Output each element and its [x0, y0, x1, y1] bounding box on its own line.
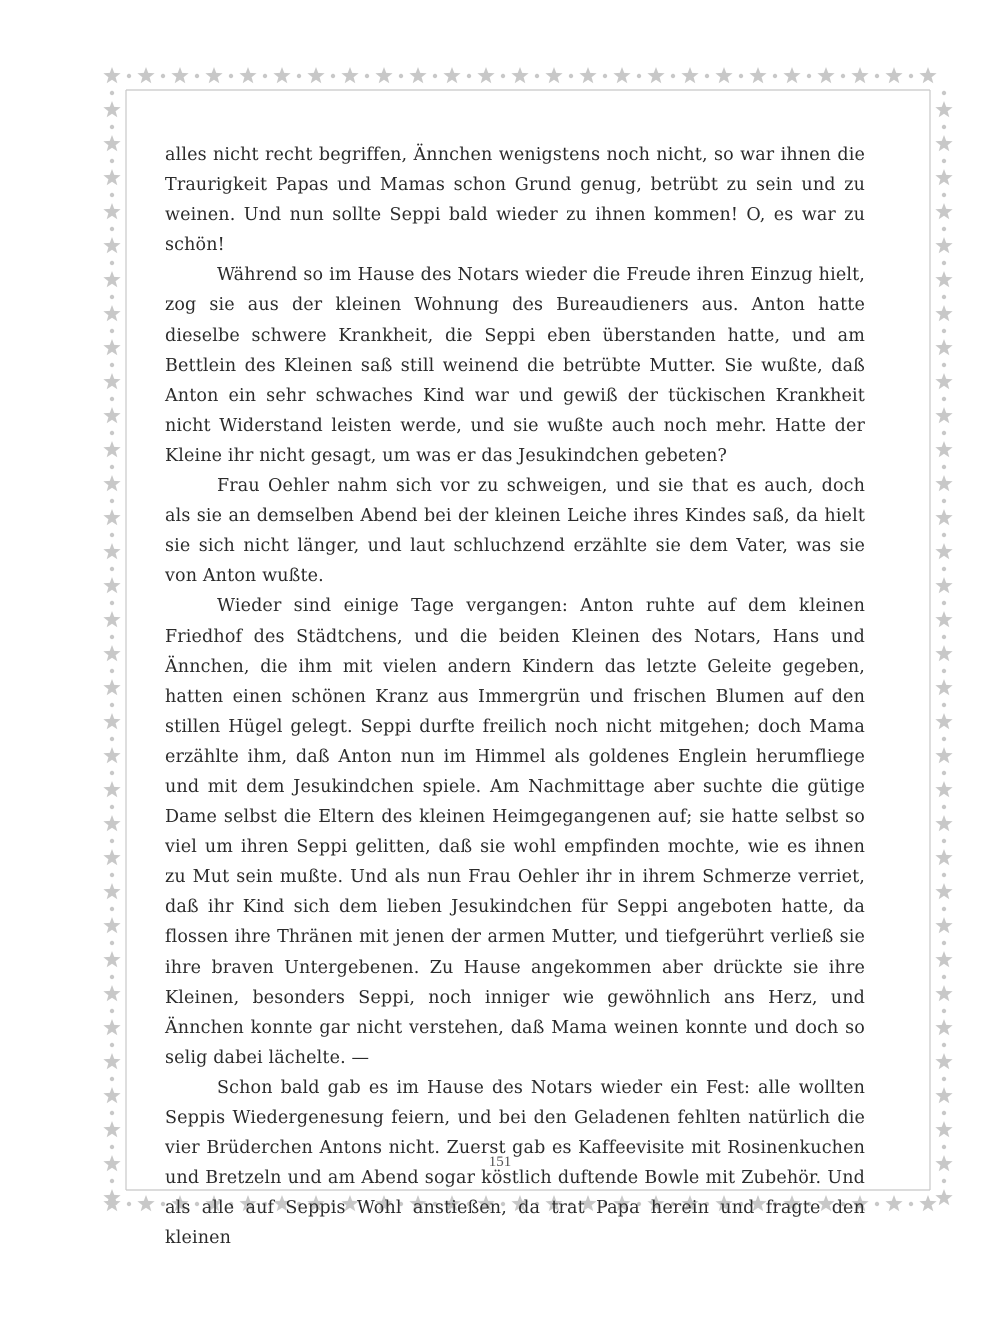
border-star: [935, 169, 952, 185]
border-star: [137, 1195, 154, 1211]
border-dot: [433, 74, 437, 78]
border-dot: [110, 635, 114, 639]
border-dot: [942, 1145, 946, 1149]
border-star: [935, 373, 952, 389]
border-dot: [841, 74, 845, 78]
border-dot: [110, 805, 114, 809]
border-dot: [942, 907, 946, 911]
border-star: [919, 67, 936, 83]
page-number: 151: [488, 1154, 512, 1170]
border-star: [103, 1087, 120, 1103]
border-dot: [909, 74, 913, 78]
border-star: [935, 475, 952, 491]
border-dot: [569, 74, 573, 78]
border-dot: [110, 975, 114, 979]
border-dot: [110, 737, 114, 741]
border-dot: [110, 941, 114, 945]
border-dot: [110, 431, 114, 435]
border-dot: [110, 125, 114, 129]
border-dot: [942, 567, 946, 571]
border-dot: [942, 771, 946, 775]
border-dot: [942, 737, 946, 741]
border-dot: [110, 1009, 114, 1013]
border-star: [103, 951, 120, 967]
border-star: [103, 611, 120, 627]
border-dot: [110, 363, 114, 367]
border-dot: [399, 74, 403, 78]
border-dot: [110, 397, 114, 401]
border-dot: [942, 669, 946, 673]
border-star: [935, 645, 952, 661]
border-star: [935, 1087, 952, 1103]
border-star: [935, 407, 952, 423]
border-dot: [942, 499, 946, 503]
border-star: [103, 475, 120, 491]
border-star: [103, 135, 120, 151]
border-dot: [942, 261, 946, 265]
border-star: [935, 1121, 952, 1137]
paragraph-3: Frau Oehler nahm sich vor zu schweigen, und sie that es auch, doch als sie an demselben Abend bei der kleinen Leiche ihres Kindes saß, da hielt sie sich nicht länger, und laut schluchzend erzählte sie dem Vater, was sie von Anton wußte.: [165, 476, 865, 587]
border-dot: [942, 941, 946, 945]
border-dot: [110, 1043, 114, 1047]
border-star: [103, 67, 120, 83]
border-star: [935, 1189, 952, 1205]
border-dot: [110, 227, 114, 231]
border-star: [103, 101, 120, 117]
border-dot: [110, 873, 114, 877]
border-dot: [909, 1202, 913, 1206]
border-star: [409, 67, 426, 83]
border-dot: [127, 74, 131, 78]
border-star: [935, 101, 952, 117]
border-dot: [331, 74, 335, 78]
border-star: [103, 305, 120, 321]
border-star: [885, 1195, 902, 1211]
body-text: [165, 140, 865, 1253]
border-dot: [942, 601, 946, 605]
border-dot: [773, 74, 777, 78]
border-dot: [603, 74, 607, 78]
border-dot: [875, 1202, 879, 1206]
border-dot: [942, 465, 946, 469]
border-star: [273, 67, 290, 83]
border-star: [103, 441, 120, 457]
border-dot: [942, 1111, 946, 1115]
border-star: [511, 67, 528, 83]
border-dot: [942, 125, 946, 129]
border-star: [579, 67, 596, 83]
border-star: [851, 67, 868, 83]
border-dot: [110, 703, 114, 707]
border-dot: [110, 1145, 114, 1149]
border-dot: [942, 227, 946, 231]
border-dot: [705, 74, 709, 78]
border-dot: [365, 74, 369, 78]
border-star: [935, 305, 952, 321]
border-dot: [942, 1043, 946, 1047]
border-star: [919, 1195, 936, 1211]
border-star: [935, 1053, 952, 1069]
border-dot: [110, 261, 114, 265]
border-star: [171, 67, 188, 83]
border-star: [103, 679, 120, 695]
paragraph-5: Schon bald gab es im Hause des Notars wieder ein Fest: alle wollten Seppis Wiedergenesung feiern, und bei den Geladenen fehlten natürlich die vier Brüderchen Antons nicht. Zuerst gab es Kaffeevisite mit Rosinenkuchen und Bretzeln und am Abend sogar köstlich duftende Bowle mit Zubehör. Und als alle auf Seppis Wohl anstießen, da trat Papa herein und fragte den kleinen: [165, 1077, 865, 1249]
border-star: [715, 67, 732, 83]
border-dot: [110, 839, 114, 843]
border-star: [647, 67, 664, 83]
border-star: [935, 917, 952, 933]
border-dot: [195, 74, 199, 78]
border-star: [307, 67, 324, 83]
border-dot: [110, 329, 114, 333]
border-star: [885, 67, 902, 83]
border-star: [103, 373, 120, 389]
paragraph-2: Während so im Hause des Notars wieder die Freude ihren Einzug hielt, zog sie aus der kleinen Wohnung des Bureaudieners aus. Anton hatte dieselbe schwere Krankheit, die Seppi eben überstanden hatte, und am Bettlein des Kleinen saß still weinend die betrübte Mutter. Sie wußte, daß Anton ein sehr schwaches Kind war und gewiß der tückischen Krankheit nicht Widerstand leisten werde, und sie wußte auch noch mehr. Hatte der Kleine ihr nicht gesagt, um was er das Jesukindchen gebeten?: [165, 265, 865, 466]
border-dot: [263, 74, 267, 78]
border-star: [103, 271, 120, 287]
border-dot: [942, 91, 946, 95]
border-star: [935, 815, 952, 831]
paragraph-4: Wieder sind einige Tage vergangen: Anton ruhte auf dem kleinen Friedhof des Städtchens, und die beiden Kleinen des Notars, Hans und Ännchen, die ihm mit vielen andern Kindern das letzte Geleite gegeben, hatten einen schönen Kranz aus Immergrün und frischen Blumen auf den stillen Hügel gelegt. Seppi durfte freilich noch nicht mitgehen; doch Mama erzählte ihm, daß Anton nun im Himmel als goldenes Englein herumfliege und mit dem Jesukindchen spiele. Am Nachmittage aber suchte die gütige Dame selbst die Eltern des kleinen Heimgegangenen auf; sie hatte selbst so viel um ihren Seppi gelitten, daß sie wohl empfinden mochte, wie es ihnen zu Mut sein mußte. Und als nun Frau Oehler ihr in ihrem Schmerze verriet, daß ihr Kind sich dem lieben Jesukindchen für Seppi angeboten hatte, da flossen ihre Thränen mit jenen der armen Mutter, und tiefgerührt verließ sie ihre braven Untergebenen. Zu Hause angekommen aber drückte sie ihre Kleinen, besonders Seppi, noch inniger wie gewöhnlich ans Herz, und Ännchen konnte gar nicht verstehen, daß Mama weinen konnte und doch so selig dabei lächelte. —: [165, 596, 865, 1068]
border-star: [103, 339, 120, 355]
border-dot: [467, 74, 471, 78]
border-dot: [110, 533, 114, 537]
border-star: [103, 203, 120, 219]
border-dot: [110, 1077, 114, 1081]
border-star: [103, 1053, 120, 1069]
border-star: [935, 747, 952, 763]
border-dot: [942, 431, 946, 435]
border-dot: [671, 74, 675, 78]
border-star: [935, 441, 952, 457]
border-star: [103, 169, 120, 185]
border-dot: [110, 193, 114, 197]
border-star: [103, 985, 120, 1001]
border-star: [477, 67, 494, 83]
border-dot: [942, 193, 946, 197]
border-star: [935, 713, 952, 729]
border-star: [103, 747, 120, 763]
border-star: [103, 509, 120, 525]
border-star: [341, 67, 358, 83]
border-star: [103, 1121, 120, 1137]
border-star: [103, 917, 120, 933]
border-star: [935, 883, 952, 899]
border-star: [935, 203, 952, 219]
border-star: [103, 645, 120, 661]
border-star: [103, 577, 120, 593]
border-dot: [229, 74, 233, 78]
border-star: [935, 509, 952, 525]
border-star: [103, 407, 120, 423]
border-star: [935, 271, 952, 287]
border-star: [205, 67, 222, 83]
border-dot: [875, 74, 879, 78]
border-dot: [942, 363, 946, 367]
border-dot: [942, 329, 946, 333]
border-star: [681, 67, 698, 83]
border-dot: [161, 74, 165, 78]
border-dot: [110, 669, 114, 673]
border-dot: [110, 91, 114, 95]
border-star: [935, 679, 952, 695]
border-star: [103, 543, 120, 559]
border-star: [935, 339, 952, 355]
border-dot: [110, 601, 114, 605]
border-star: [103, 883, 120, 899]
border-star: [749, 67, 766, 83]
border-dot: [110, 499, 114, 503]
border-star: [935, 781, 952, 797]
border-star: [443, 67, 460, 83]
border-star: [935, 611, 952, 627]
border-star: [935, 543, 952, 559]
border-star: [783, 67, 800, 83]
border-star: [935, 135, 952, 151]
border-star: [935, 1019, 952, 1035]
border-star: [103, 849, 120, 865]
border-dot: [942, 975, 946, 979]
border-dot: [942, 635, 946, 639]
border-dot: [110, 1179, 114, 1183]
border-star: [935, 849, 952, 865]
border-dot: [739, 74, 743, 78]
border-star: [545, 67, 562, 83]
border-star: [103, 1019, 120, 1035]
border-star: [103, 781, 120, 797]
border-dot: [297, 74, 301, 78]
border-dot: [942, 1009, 946, 1013]
border-dot: [535, 74, 539, 78]
border-star: [935, 577, 952, 593]
border-star: [375, 67, 392, 83]
border-dot: [110, 567, 114, 571]
border-dot: [110, 907, 114, 911]
border-dot: [942, 703, 946, 707]
border-star: [935, 985, 952, 1001]
border-star: [613, 67, 630, 83]
border-dot: [110, 159, 114, 163]
border-dot: [942, 1179, 946, 1183]
border-dot: [807, 74, 811, 78]
border-star: [103, 815, 120, 831]
border-dot: [127, 1202, 131, 1206]
border-dot: [110, 771, 114, 775]
border-dot: [942, 159, 946, 163]
border-dot: [942, 873, 946, 877]
border-star: [103, 713, 120, 729]
border-star: [137, 67, 154, 83]
border-star: [817, 67, 834, 83]
border-dot: [501, 74, 505, 78]
border-dot: [942, 1077, 946, 1081]
border-dot: [942, 397, 946, 401]
border-dot: [942, 805, 946, 809]
paragraph-1: alles nicht recht begriffen, Ännchen wenigstens noch nicht, so war ihnen die Traurigkeit Papas und Mamas schon Grund genug, betrübt zu sein und zu weinen. Und nun sollte Seppi bald wieder zu ihnen kommen! O, es war zu schön!: [165, 145, 865, 256]
border-star: [103, 237, 120, 253]
border-dot: [942, 839, 946, 843]
border-dot: [110, 465, 114, 469]
border-star: [239, 67, 256, 83]
border-star: [935, 237, 952, 253]
border-dot: [637, 74, 641, 78]
border-dot: [942, 295, 946, 299]
border-star: [935, 951, 952, 967]
border-dot: [942, 533, 946, 537]
border-dot: [110, 1111, 114, 1115]
border-dot: [110, 295, 114, 299]
